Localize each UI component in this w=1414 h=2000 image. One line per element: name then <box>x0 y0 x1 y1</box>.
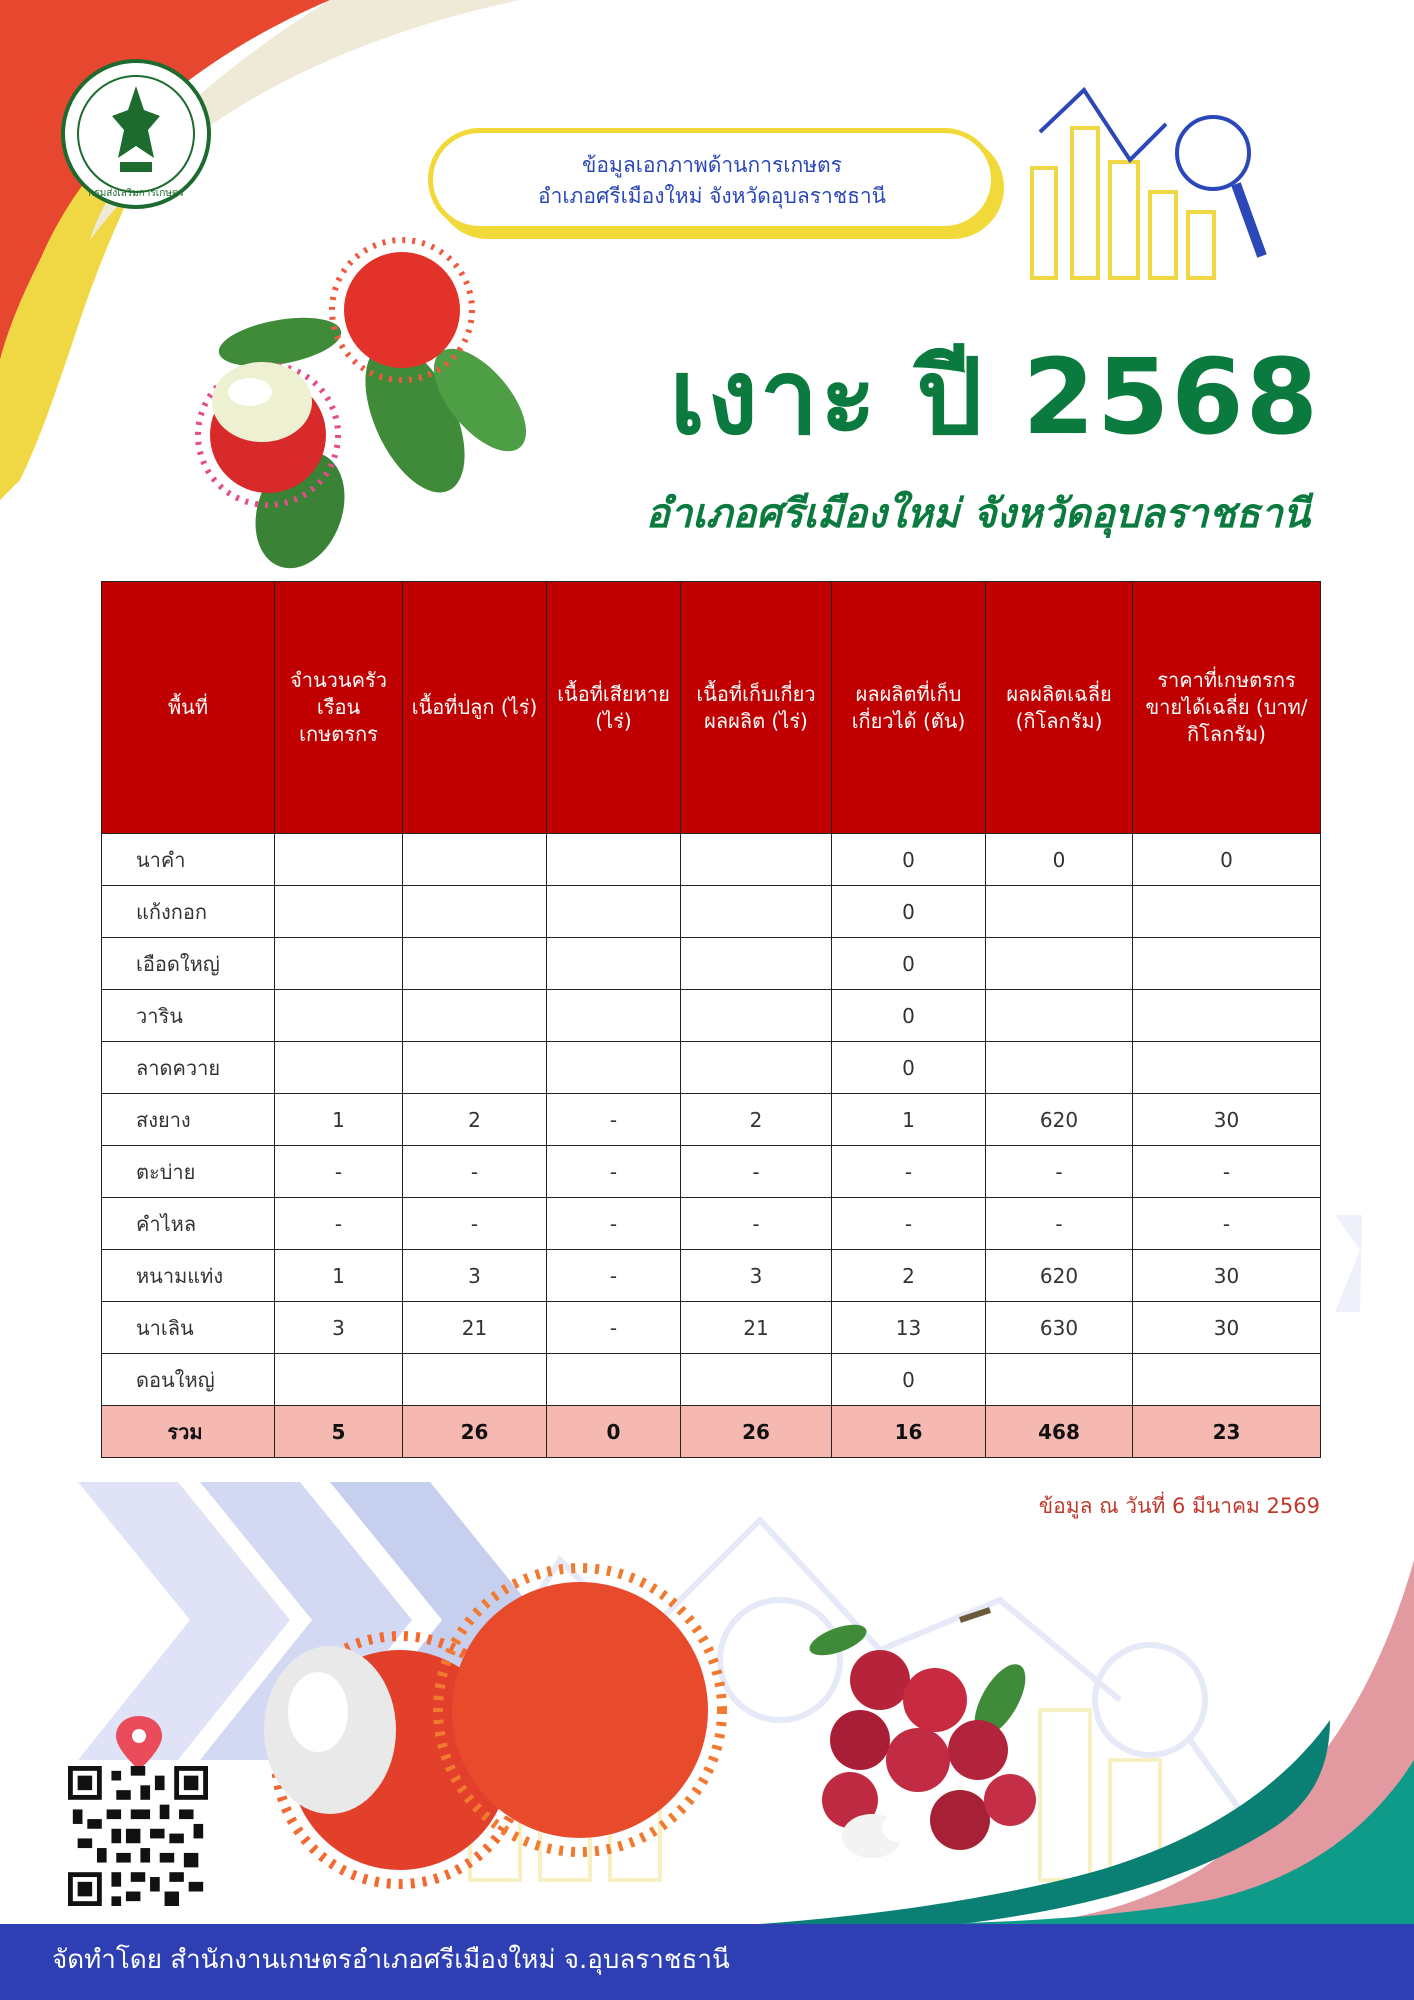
total-cell: 26 <box>681 1406 832 1458</box>
table-row <box>102 834 1321 886</box>
table-cell <box>681 1354 832 1406</box>
table-cell <box>681 1042 832 1094</box>
table-cell <box>986 990 1133 1042</box>
area-name-cell: คำไหล <box>102 1198 275 1250</box>
table-cell: 30 <box>1133 1250 1321 1302</box>
table-cell: 3 <box>681 1250 832 1302</box>
table-body <box>102 834 1321 1458</box>
table-cell <box>403 834 547 886</box>
area-name-cell: เอือดใหญ่ <box>102 938 275 990</box>
area-name-cell: แก้งกอก <box>102 886 275 938</box>
table-cell <box>275 990 403 1042</box>
area-name-cell: หนามแท่ง <box>102 1250 275 1302</box>
total-cell: 0 <box>547 1406 681 1458</box>
table-cell: - <box>547 1302 681 1354</box>
total-cell: รวม <box>102 1406 275 1458</box>
table-cell <box>275 938 403 990</box>
table-cell: 620 <box>986 1250 1133 1302</box>
table-cell: 0 <box>832 1354 986 1406</box>
table-cell <box>681 938 832 990</box>
pill-line-2: อำเภอศรีเมืองใหม่ จังหวัดอุบลราชธานี <box>537 184 887 208</box>
table-cell <box>547 1354 681 1406</box>
table-cell: - <box>547 1250 681 1302</box>
table-cell: 630 <box>986 1302 1133 1354</box>
table-row <box>102 1042 1321 1094</box>
table-cell: - <box>547 1146 681 1198</box>
table-cell <box>403 938 547 990</box>
qr-code[interactable] <box>68 1766 208 1906</box>
table-cell: - <box>1133 1198 1321 1250</box>
area-name-cell: ดอนใหญ่ <box>102 1354 275 1406</box>
table-cell <box>547 1042 681 1094</box>
table-cell: 0 <box>986 834 1133 886</box>
table-cell <box>681 990 832 1042</box>
table-cell: 1 <box>832 1094 986 1146</box>
table-cell: - <box>986 1198 1133 1250</box>
table-cell <box>275 886 403 938</box>
table-cell: - <box>986 1146 1133 1198</box>
table-cell: 30 <box>1133 1094 1321 1146</box>
table-cell: - <box>1133 1146 1321 1198</box>
table-cell: - <box>403 1146 547 1198</box>
table-row <box>102 1302 1321 1354</box>
table-cell <box>1133 886 1321 938</box>
table-cell: - <box>547 1198 681 1250</box>
header-area: พื้นที่ <box>102 582 275 834</box>
table-cell: 13 <box>832 1302 986 1354</box>
table-header-row <box>102 582 1321 834</box>
table-row <box>102 990 1321 1042</box>
table-cell: 2 <box>832 1250 986 1302</box>
header-average-price: ราคาที่เกษตรกรขายได้เฉลี่ย (บาท/กิโลกรัม) <box>1133 582 1321 834</box>
header-average-yield: ผลผลิตเฉลี่ย (กิโลกรัม) <box>986 582 1133 834</box>
table-row <box>102 938 1321 990</box>
table-cell: - <box>681 1198 832 1250</box>
table-cell: 0 <box>832 938 986 990</box>
table-cell: 0 <box>1133 834 1321 886</box>
total-cell: 468 <box>986 1406 1133 1458</box>
total-cell: 5 <box>275 1406 403 1458</box>
table-cell <box>986 886 1133 938</box>
table-cell <box>986 1042 1133 1094</box>
header-harvested-area: เนื้อที่เก็บเกี่ยวผลผลิต (ไร่) <box>681 582 832 834</box>
table-cell: 30 <box>1133 1302 1321 1354</box>
table-cell: 3 <box>403 1250 547 1302</box>
data-table <box>101 581 1321 1458</box>
table-cell: - <box>275 1146 403 1198</box>
table-cell <box>681 886 832 938</box>
table-row <box>102 1250 1321 1302</box>
table-cell: 0 <box>832 834 986 886</box>
table-cell: - <box>832 1198 986 1250</box>
area-name-cell: สงยาง <box>102 1094 275 1146</box>
header-households: จำนวนครัวเรือนเกษตรกร <box>275 582 403 834</box>
table-cell: 0 <box>832 1042 986 1094</box>
table-cell: - <box>681 1146 832 1198</box>
table-cell: 21 <box>403 1302 547 1354</box>
table-row <box>102 1354 1321 1406</box>
area-name-cell: วาริน <box>102 990 275 1042</box>
table-row <box>102 1094 1321 1146</box>
table-cell: - <box>547 1094 681 1146</box>
table-cell <box>1133 938 1321 990</box>
table-cell <box>403 1042 547 1094</box>
table-cell <box>986 1354 1133 1406</box>
table-cell <box>403 1354 547 1406</box>
table-cell: 1 <box>275 1250 403 1302</box>
total-cell: 23 <box>1133 1406 1321 1458</box>
pill-line-1: ข้อมูลเอกภาพด้านการเกษตร <box>582 153 842 177</box>
table-cell <box>1133 1042 1321 1094</box>
table-total-row <box>102 1406 1321 1458</box>
table-row <box>102 1146 1321 1198</box>
table-cell <box>986 938 1133 990</box>
table-cell: 1 <box>275 1094 403 1146</box>
department-logo <box>60 58 212 210</box>
page-subtitle: อำเภอศรีเมืองใหม่ จังหวัดอุบลราชธานี <box>645 491 1310 537</box>
table-cell <box>547 990 681 1042</box>
page-title: เงาะ ปี 2568 <box>669 336 1320 458</box>
area-name-cell: ตะบ่าย <box>102 1146 275 1198</box>
area-name-cell: ลาดควาย <box>102 1042 275 1094</box>
header-planted-area: เนื้อที่ปลูก (ไร่) <box>403 582 547 834</box>
table-row <box>102 1198 1321 1250</box>
table-cell: - <box>403 1198 547 1250</box>
area-name-cell: นาคำ <box>102 834 275 886</box>
table-cell <box>681 834 832 886</box>
area-name-cell: นาเลิน <box>102 1302 275 1354</box>
header-pill <box>428 128 996 231</box>
table-cell <box>1133 1354 1321 1406</box>
table-cell: 0 <box>832 886 986 938</box>
table-cell: 21 <box>681 1302 832 1354</box>
total-cell: 16 <box>832 1406 986 1458</box>
header-damaged-area: เนื้อที่เสียหาย (ไร่) <box>547 582 681 834</box>
table-cell <box>547 834 681 886</box>
logo-caption: กรมส่งเสริมการเกษตร <box>88 188 184 199</box>
table-cell: 2 <box>681 1094 832 1146</box>
table-cell: - <box>832 1146 986 1198</box>
table-cell <box>403 990 547 1042</box>
table-cell: 620 <box>986 1094 1133 1146</box>
table-cell <box>275 834 403 886</box>
table-cell <box>275 1042 403 1094</box>
table-cell: - <box>275 1198 403 1250</box>
footer-credit: จัดทำโดย สำนักงานเกษตรอำเภอศรีเมืองใหม่ จ.อุบลราชธานี <box>52 1945 730 1975</box>
data-date-note: ข้อมูล ณ วันที่ 6 มีนาคม 2569 <box>1038 1494 1320 1518</box>
table-cell: 0 <box>832 990 986 1042</box>
header-yield-tons: ผลผลิตที่เก็บเกี่ยวได้ (ตัน) <box>832 582 986 834</box>
total-cell: 26 <box>403 1406 547 1458</box>
table-cell <box>1133 990 1321 1042</box>
table-cell: 3 <box>275 1302 403 1354</box>
table-row <box>102 886 1321 938</box>
table-cell <box>547 886 681 938</box>
table-cell <box>275 1354 403 1406</box>
table-cell <box>403 886 547 938</box>
table-cell <box>547 938 681 990</box>
table-cell: 2 <box>403 1094 547 1146</box>
